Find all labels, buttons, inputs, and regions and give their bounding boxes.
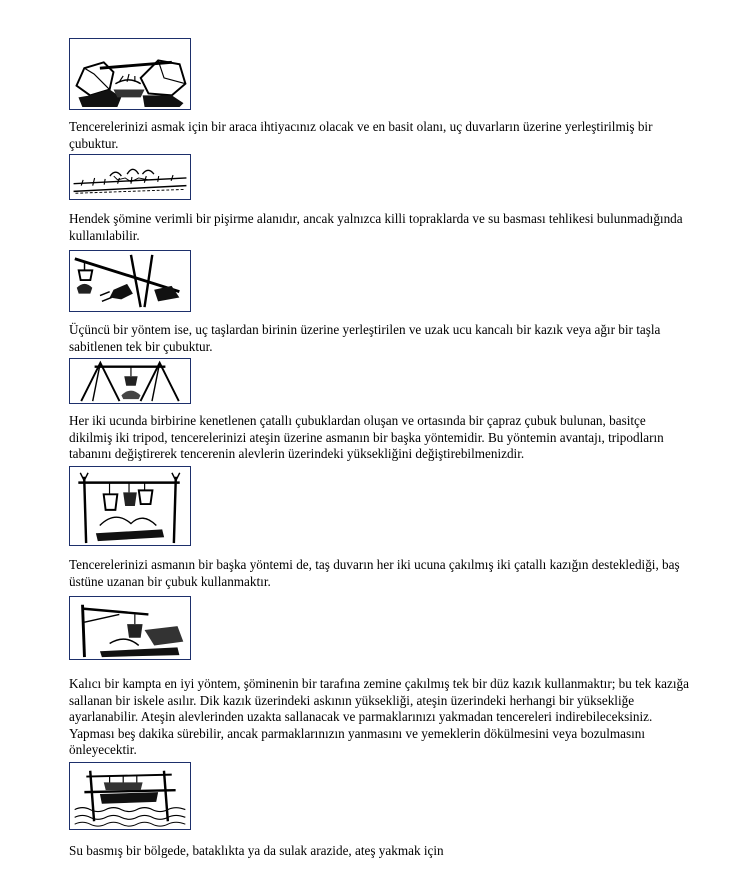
swinging-crane-icon [69,596,191,660]
stone-walls-bar-icon [69,38,191,110]
forked-stakes-bar-icon [69,466,191,546]
trench-fire-icon [69,154,191,200]
paragraph-2: Hendek şömine verimli bir pişirme alanıdır, ancak yalnızca killi topraklarda ve su basması tehlikesi bulunmadığında kullanılabilir. [69,211,683,243]
paragraph-5: Tencerelerinizi asmanın bir başka yöntemi de, taş duvarın her iki ucuna çakılmış iki çatallı kazığın desteklediği, baş üstüne uzanan bir çubuk kullanmaktır. [69,557,680,589]
paragraph-4: Her iki ucunda birbirine kenetlenen çatallı çubuklardan oluşan ve ortasında bir çapraz çubuk bulunan, basitçe dikilmiş iki tripod, tencerelerinizi ateşin üzerine asmanın bir başka yöntemidir. Bu yöntemin avantajı, tripodların tabanını değiştirerek tencerenin alevlerin üzerindeki yüksekliğini değiştirebilmenizdir. [69,413,664,461]
paragraph-3: Üçüncü bir yöntem ise, uç taşlardan birinin üzerine yerleştirilen ve uzak ucu kancalı bir kazık veya ağır bir taşla sabitlenen tek bir çubuktur. [69,322,661,354]
paragraph-6: Kalıcı bir kampta en iyi yöntem, şöminenin bir tarafına zemine çakılmış tek bir düz kazık kullanmaktır; bu tek kazığa sallanan bir iskele asılır. Dik kazık üzerindeki askının yüksekliği, ateşin üzerindeki herhangi bir yüksekliğe ayarlanabilir. Ateşin alevlerinden uzakta sallanacak ve parmaklarınızı yakmadan tencereleri indirebileceksiniz. Yapması beş dakika sürebilir, ancak parmaklarınızın yanmasını ve yemeklerin dökülmesini veya bozulmasını önleyecektir. [69,676,689,757]
paragraph-7: Su basmış bir bölgede, bataklıkta ya da sulak arazide, ateş yakmak için [69,843,444,858]
raised-platform-icon [69,762,191,830]
tripods-crossbar-icon [69,358,191,404]
paragraph-1: Tencerelerinizi asmak için bir araca ihtiyacınız olacak ve en basit olanı, uç duvarların üzerine yerleştirilmiş bir çubuktur. [69,119,653,151]
single-bar-hook-icon [69,250,191,312]
